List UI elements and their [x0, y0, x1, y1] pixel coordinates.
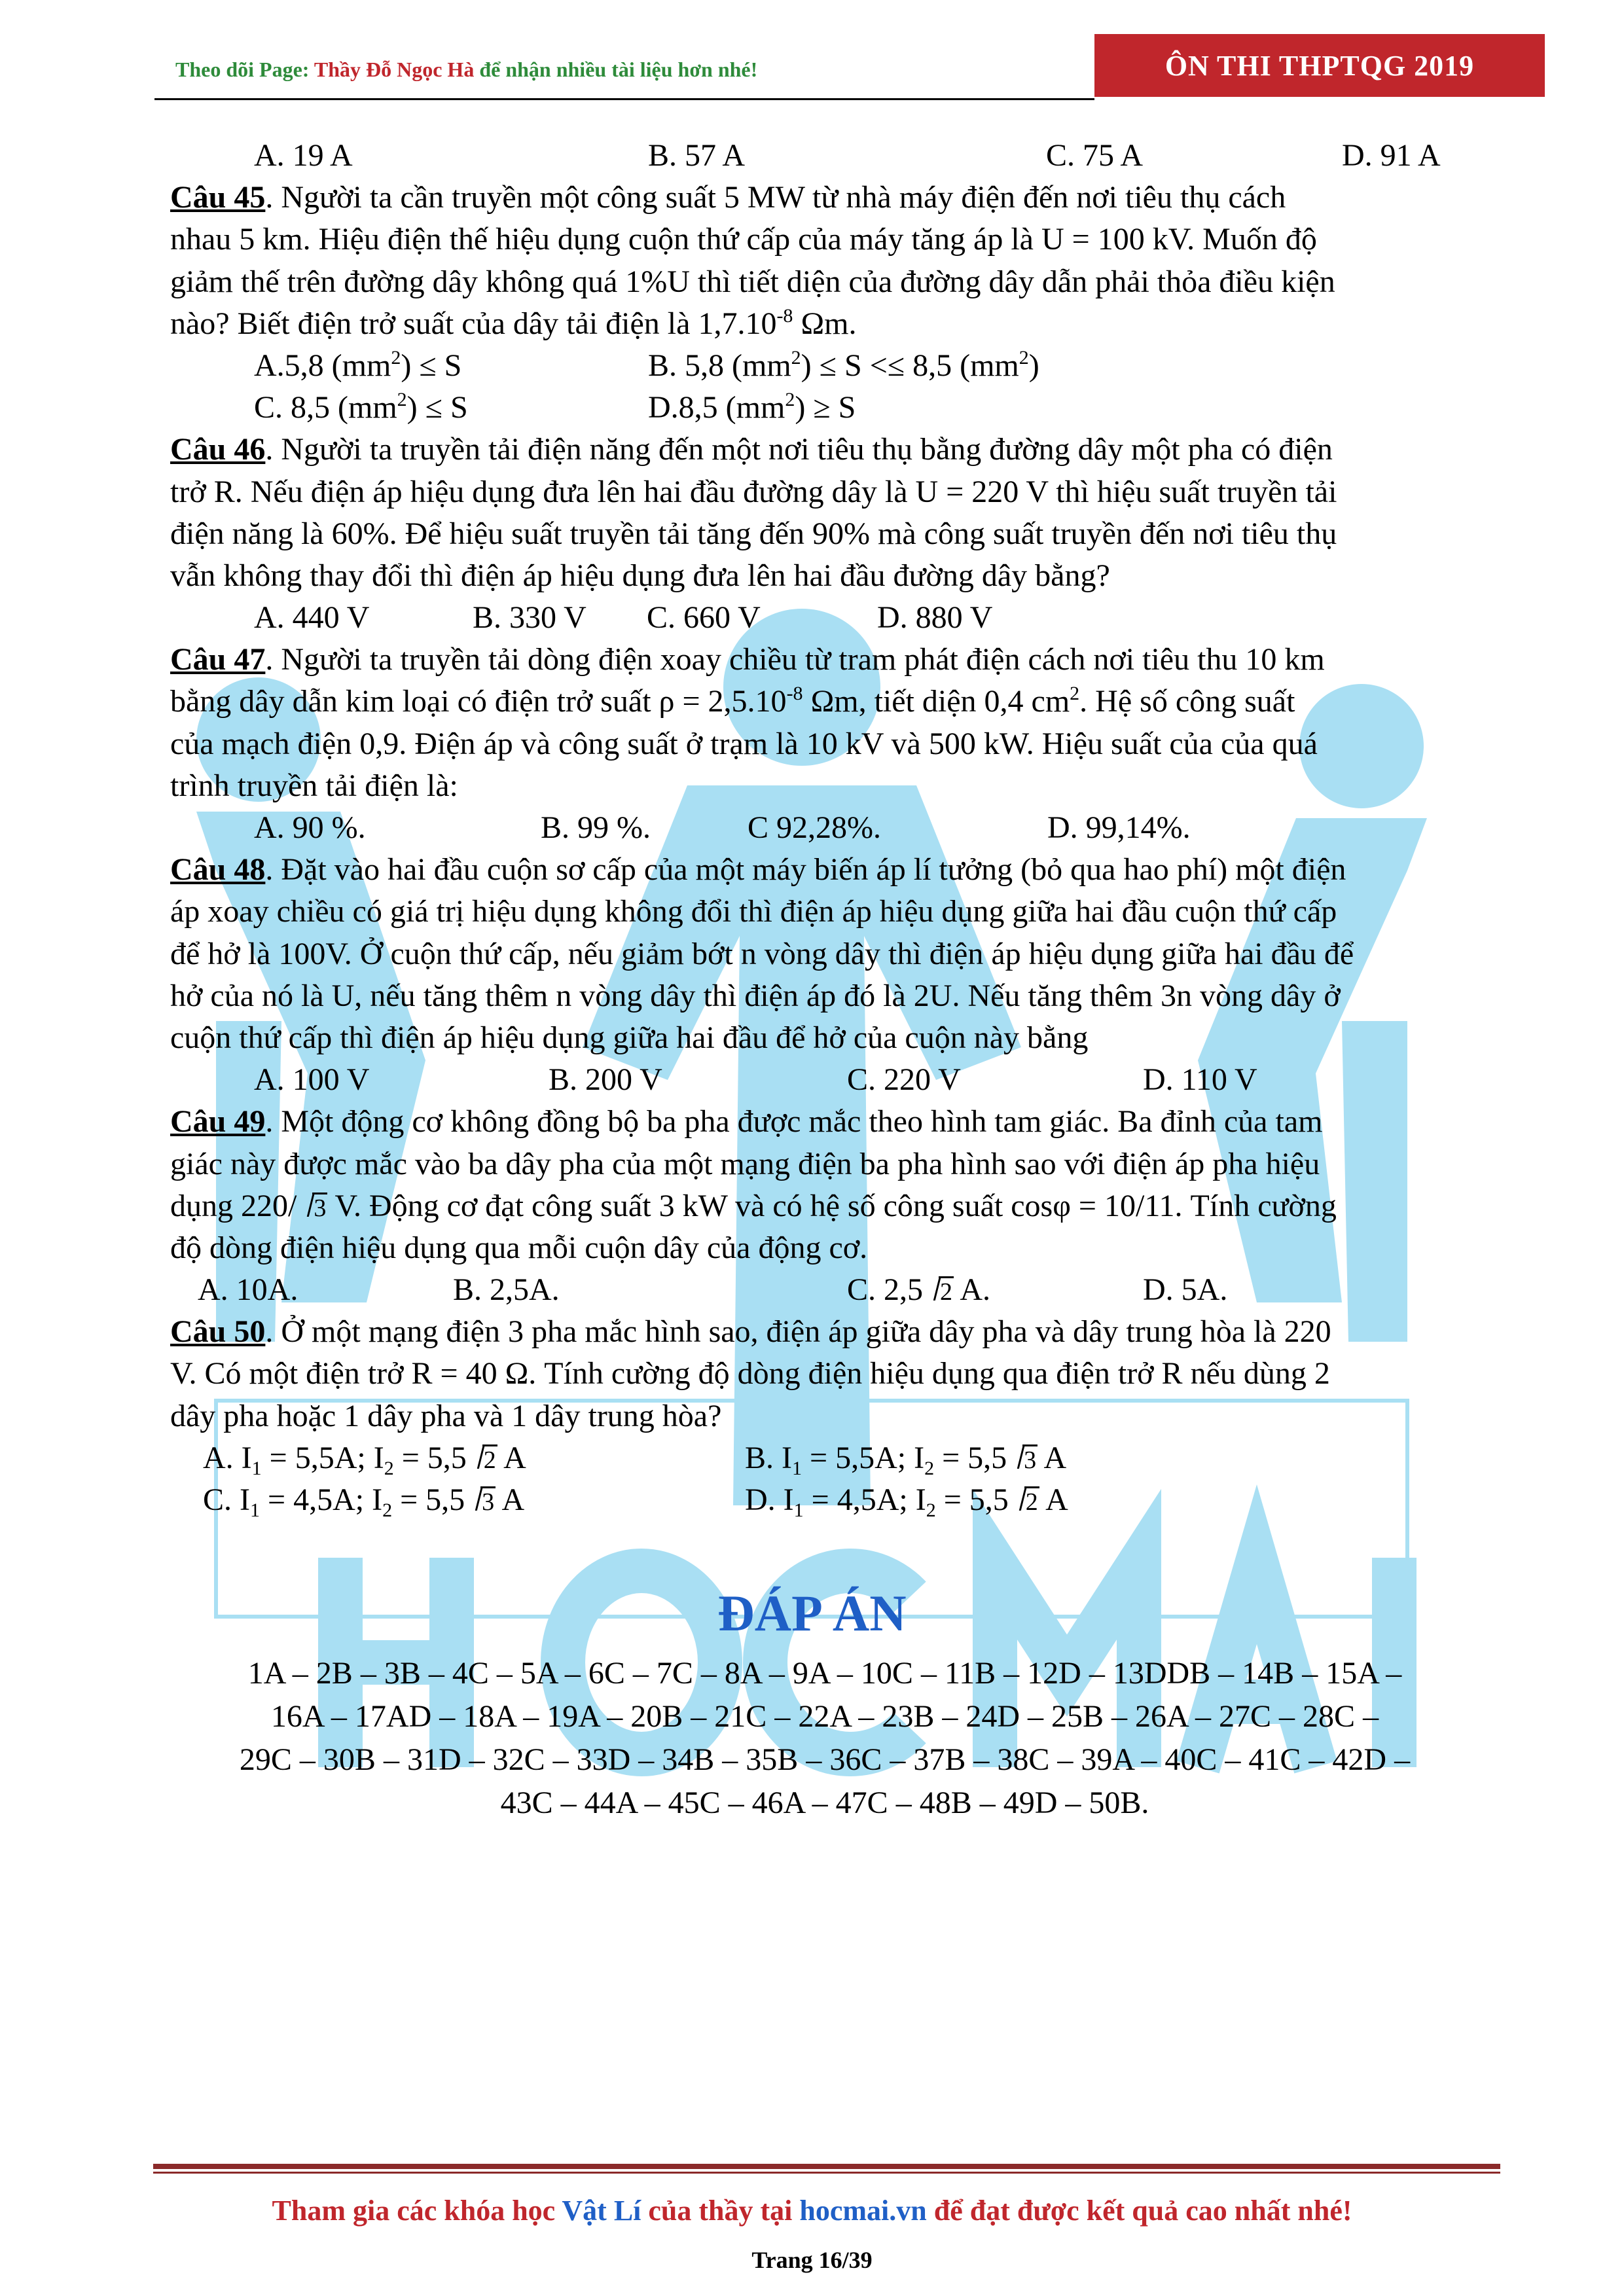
- option-c: C. 220 V: [847, 1062, 961, 1098]
- q48-label: Câu 48: [170, 852, 266, 888]
- option-c: C. 8,5 $(mm^2) \le S$: [254, 389, 468, 425]
- q45-label: Câu 45: [170, 180, 266, 215]
- q50-line: V. Có một điện trở R = 40 Ω. Tính cường độ dòng điện hiệu dụng qua điện trở R nếu dùng 2: [170, 1356, 1330, 1391]
- option-c: C. 2,5 2 A.: [847, 1269, 990, 1313]
- questions-content: [170, 135, 1499, 1521]
- q49-text: . Một động cơ không đồng bộ ba pha được mắc theo hình tam giác. Ba đỉnh của tam: [265, 1104, 1323, 1139]
- option-a: A.5,8 $(mm^2) \le S$: [254, 346, 462, 383]
- option-d: D. 91 A: [1342, 138, 1441, 173]
- option-d: D. $I_1 = 4,5A$; $I_2 = 5,5$ 2 A: [745, 1479, 1068, 1523]
- footer-promo: Tham gia các khóa học Vật Lí của thầy tại hocmai.vn để đạt được kết quả cao nhất nhé!: [272, 2195, 1352, 2227]
- footer-divider-thin: [153, 2172, 1500, 2174]
- option-a: A. 440 V: [254, 600, 370, 636]
- q48-text: . Đặt vào hai đầu cuộn sơ cấp của một máy biến áp lí tưởng (bỏ qua hao phí) một điện: [265, 852, 1346, 888]
- option-b: B. 99 %.: [541, 810, 651, 845]
- header-follow-label: Theo dõi Page:: [175, 58, 314, 81]
- header-follow-text: [175, 58, 757, 82]
- q48-line: [170, 849, 1499, 891]
- sqrt-symbol: 3: [466, 1479, 496, 1523]
- sqrt-symbol: 2: [924, 1269, 954, 1313]
- q49-line: độ dòng điện hiệu dụng qua mỗi cuộn dây của động cơ.: [170, 1230, 868, 1265]
- option-d: D. 110 V: [1143, 1062, 1257, 1098]
- option-b: B. 330 V: [473, 600, 586, 636]
- header-divider: [154, 98, 1094, 100]
- sqrt-symbol: 3: [1008, 1437, 1038, 1481]
- option-c: C. 75 A: [1046, 138, 1144, 173]
- q46-label: Câu 46: [170, 432, 266, 467]
- q45-line: nhau 5 km. Hiệu điện thế hiệu dụng cuộn thứ cấp của máy tăng áp là U = 100 kV. Muốn độ: [170, 222, 1317, 257]
- q47-options: [170, 807, 1499, 849]
- answer-line: 16A – 17AD – 18A – 19A – 20B – 21C – 22A – 23B – 24D – 25B – 26A – 27C – 28C –: [270, 1699, 1379, 1734]
- option-a: A. $I_1 = 5,5A$; $I_2 = 5,5$ 2 A: [203, 1437, 526, 1481]
- q46-line: vẫn không thay đổi thì điện áp hiệu dụng đưa lên hai đầu đường dây bằng?: [170, 558, 1110, 593]
- q50-options-row2: [170, 1479, 1499, 1521]
- q46-line: trở R. Nếu điện áp hiệu dụng đưa lên hai đầu đường dây là U = 220 V thì hiệu suất truyền tải: [170, 474, 1337, 509]
- header-follow-suffix: để nhận nhiều tài liệu hơn nhé!: [474, 58, 758, 81]
- q49-line: dụng 220/ 3 V. Động cơ đạt công suất 3 kW và có hệ số công suất cosφ = 10/11. Tính cường: [170, 1185, 1499, 1227]
- q49-label: Câu 49: [170, 1104, 266, 1139]
- q47-label: Câu 47: [170, 642, 266, 677]
- option-d: D.8,5 $(mm^2) \ge S$: [648, 389, 856, 425]
- q45-line: [170, 303, 1499, 345]
- q48-line: hở của nó là U, nếu tăng thêm n vòng dây thì điện áp đó là 2U. Nếu tăng thêm 3n vòng dây ở: [170, 978, 1341, 1013]
- answer-line: 1A – 2B – 3B – 4C – 5A – 6C – 7C – 8A – 9A – 10C – 11B – 12D – 13DDB – 14B – 15A –: [247, 1656, 1402, 1691]
- option-a: A. 19 A: [254, 138, 353, 173]
- sqrt-symbol: 3: [298, 1185, 327, 1229]
- page-number: Trang 16/39: [751, 2247, 873, 2273]
- answer-line: 43C – 44A – 45C – 46A – 47C – 48B – 49D – 50B.: [500, 1785, 1149, 1820]
- q45-text: . Người ta cần truyền một công suất 5 MW từ nhà máy điện đến nơi tiêu thụ cách: [265, 180, 1286, 215]
- option-d: D. 5A.: [1143, 1272, 1228, 1308]
- sqrt-symbol: 2: [468, 1437, 497, 1481]
- q47-text: . Người ta truyền tải dòng điện xoay chiều từ tram phát điện cách nơi tiêu thu 10 km: [265, 642, 1325, 677]
- header-teacher-link[interactable]: Thầy Đỗ Ngọc Hà: [314, 58, 475, 81]
- q46-options: [170, 597, 1499, 639]
- q48-line: cuộn thứ cấp thì điện áp hiệu dụng giữa hai đầu để hở của cuộn này bằng: [170, 1020, 1089, 1055]
- answer-key-title: ĐÁP ÁN: [717, 1585, 907, 1641]
- answer-key: [157, 1652, 1492, 1825]
- option-c: C. 660 V: [647, 600, 761, 636]
- sqrt-symbol: 2: [1010, 1479, 1039, 1523]
- q48-line: áp xoay chiều có giá trị hiệu dụng không đổi thì điện áp hiệu dụng giữa hai đầu cuộn thứ cấp: [170, 894, 1337, 929]
- option-c: C. $I_1 = 4,5A$; $I_2 = 5,5$ 3 A: [203, 1479, 524, 1523]
- exponent: -8: [776, 304, 793, 327]
- option-b: B. 5,8 $(mm^2) \le S <\le 8,5$ $(mm^2)$: [648, 346, 1039, 383]
- q50-options-row1: [170, 1437, 1499, 1479]
- q45-line: [170, 177, 1499, 219]
- q49-line: [170, 1101, 1499, 1143]
- option-d: D. 99,14%.: [1047, 810, 1191, 845]
- q47-line: của mạch điện 0,9. Điện áp và công suất ở trạm là 10 kV và 500 kW. Hiệu suất của của quá: [170, 726, 1318, 761]
- q50-label: Câu 50: [170, 1314, 266, 1350]
- option-b: B. 2,5A.: [453, 1272, 560, 1308]
- hocmai-link[interactable]: hocmai.vn: [799, 2195, 927, 2227]
- q47-line: trình truyền tải điện là:: [170, 768, 458, 803]
- q47-line: [170, 639, 1499, 681]
- q48-line: để hở là 100V. Ở cuộn thứ cấp, nếu giảm bớt n vòng dây thì điện áp hiệu dụng giữa hai đầu để: [170, 936, 1354, 971]
- q47-line: bằng dây dẫn kim loại có điện trở suất $\rho = 2,5.10^{-8}$ Ωm, tiết diện 0,4 $cm^2$. Hệ số công suất: [170, 683, 1295, 719]
- option-c: C 92,28%.: [748, 810, 881, 845]
- option-b: B. 57 A: [648, 138, 746, 173]
- option-a: A. 100 V: [254, 1062, 370, 1098]
- option-d: D. 880 V: [877, 600, 993, 636]
- q45-line: giảm thế trên đường dây không quá 1%U thì tiết diện của đường dây dẫn phải thỏa điều kiện: [170, 264, 1335, 299]
- subject-name: Vật Lí: [562, 2195, 641, 2227]
- q45-options-row2: [170, 387, 1499, 429]
- header-exam-badge: ÔN THI THPTQG 2019: [1094, 34, 1545, 97]
- footer-divider: [153, 2164, 1500, 2169]
- q46-line: [170, 429, 1499, 471]
- q49-options: [170, 1269, 1499, 1311]
- q50-text: . Ở một mạng điện 3 pha mắc hình sao, điện áp giữa dây pha và dây trung hòa là 220: [265, 1314, 1331, 1350]
- q46-line: điện năng là 60%. Để hiệu suất truyền tải tăng đến 90% mà công suất truyền đến nơi tiêu thụ: [170, 516, 1337, 551]
- q48-options: [170, 1059, 1499, 1101]
- answer-line: 29C – 30B – 31D – 32C – 33D – 34B – 35B – 36C – 37B – 38C – 39A – 40C – 41C – 42D –: [239, 1742, 1411, 1777]
- option-a: A. 10A.: [198, 1272, 298, 1308]
- option-b: B. $I_1 = 5,5A$; $I_2 = 5,5$ 3 A: [745, 1437, 1066, 1481]
- option-b: B. 200 V: [549, 1062, 662, 1098]
- q45-text: nào? Biết điện trở suất của dây tải điện là 1,7.10: [170, 306, 777, 341]
- q45-options-row1: [170, 345, 1499, 387]
- q50-line: dây pha hoặc 1 dây pha và 1 dây trung hòa?: [170, 1398, 722, 1433]
- q46-text: . Người ta truyền tải điện năng đến một nơi tiêu thụ bằng đường dây một pha có điện: [265, 432, 1333, 467]
- option-a: A. 90 %.: [254, 810, 366, 845]
- q45-unit: Ωm.: [793, 306, 857, 341]
- q49-line: giác này được mắc vào ba dây pha của một mạng điện ba pha hình sao với điện áp pha hiệu: [170, 1146, 1320, 1181]
- q50-line: [170, 1311, 1499, 1353]
- prev-question-options: [170, 135, 1499, 177]
